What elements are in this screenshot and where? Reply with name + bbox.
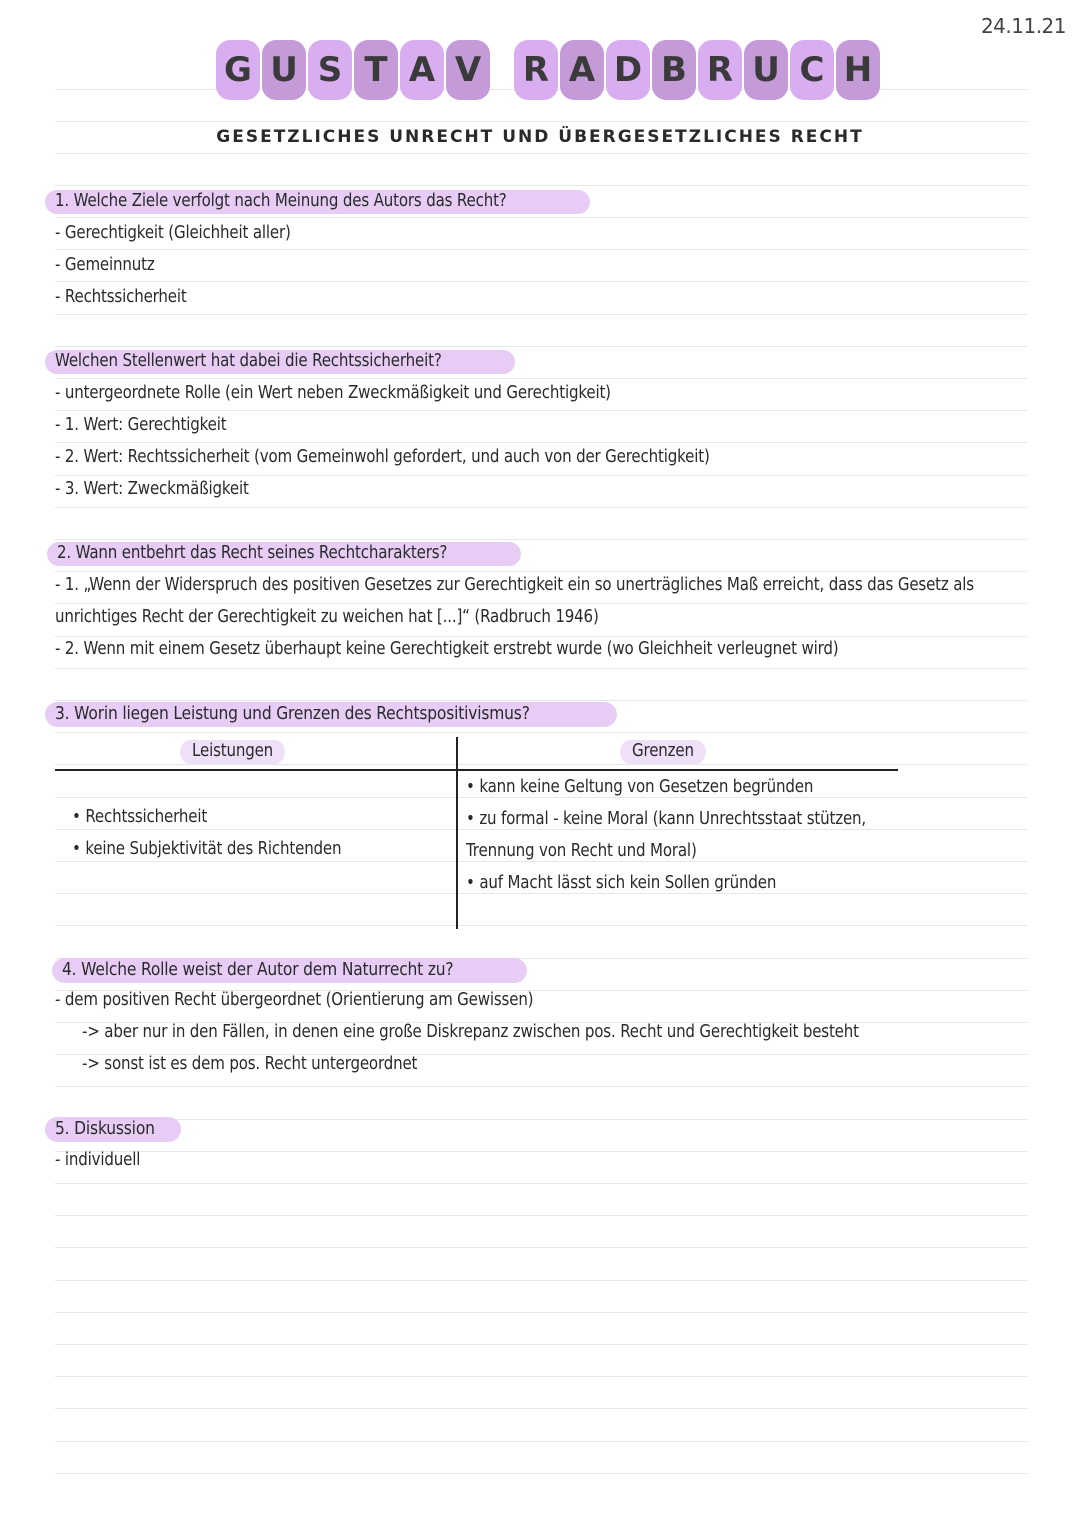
- ruled-line: [55, 1247, 1027, 1248]
- title-letter: H: [836, 40, 880, 100]
- ruled-line: [55, 925, 1027, 926]
- title-letter: D: [606, 40, 650, 100]
- title-letter: T: [354, 40, 398, 100]
- ruled-line: [55, 1312, 1027, 1313]
- answer-line: - 1. Wert: Gerechtigkeit: [55, 415, 227, 435]
- ruled-line: [55, 1441, 1027, 1442]
- ruled-line: [55, 636, 1027, 637]
- answer-line: - untergeordnete Rolle (ein Wert neben Zweckmäßigkeit und Gerechtigkeit): [55, 383, 611, 403]
- table-cell-left: • Rechtssicherheit: [72, 807, 208, 827]
- question-1: 1. Welche Ziele verfolgt nach Meinung des Autors das Recht?: [45, 190, 590, 214]
- title-letter: B: [652, 40, 696, 100]
- answer-line: - dem positiven Recht übergeordnet (Orientierung am Gewissen): [55, 990, 534, 1010]
- table-cell-right: • zu formal - keine Moral (kann Unrechtsstaat stützen,: [466, 809, 867, 829]
- ruled-line: [55, 410, 1027, 411]
- ruled-line: [55, 539, 1027, 540]
- title-letter: U: [744, 40, 788, 100]
- title-letter: R: [514, 40, 558, 100]
- ruled-line: [55, 1119, 1027, 1120]
- answer-line: -> aber nur in den Fällen, in denen eine große Diskrepanz zwischen pos. Recht und Gerechtigkeit besteht: [82, 1022, 859, 1042]
- ruled-line: [55, 1408, 1027, 1409]
- subtitle: GESETZLICHES UNRECHT UND ÜBERGESETZLICHES RECHT: [216, 127, 864, 147]
- ruled-line: [55, 893, 1027, 894]
- title-letter: V: [446, 40, 490, 100]
- answer-line: - Rechtssicherheit: [55, 287, 187, 307]
- table-header-grenzen: Grenzen: [620, 741, 706, 761]
- ruled-line: [55, 1376, 1027, 1377]
- ruled-line: [55, 121, 1027, 122]
- ruled-line: [55, 1151, 1027, 1152]
- table-divider-horizontal: [55, 769, 898, 771]
- answer-line: - 2. Wert: Rechtssicherheit (vom Gemeinwohl gefordert, und auch von der Gerechtigkeit): [55, 447, 710, 467]
- ruled-line: [55, 185, 1027, 186]
- title-letter: A: [560, 40, 604, 100]
- title-letter: G: [216, 40, 260, 100]
- page-title: [216, 40, 904, 100]
- title-letter: U: [262, 40, 306, 100]
- ruled-line: [55, 507, 1027, 508]
- answer-line: - 1. „Wenn der Widerspruch des positiven Gesetzes zur Gerechtigkeit ein so unerträgliches Maß erreicht, dass das Gesetz als: [55, 575, 974, 595]
- date: 24.11.21: [980, 14, 1066, 38]
- ruled-line: [55, 346, 1027, 347]
- ruled-line: [55, 829, 1027, 830]
- answer-line: - 3. Wert: Zweckmäßigkeit: [55, 479, 249, 499]
- ruled-line: [55, 571, 1027, 572]
- question-4: 4. Welche Rolle weist der Autor dem Naturrecht zu?: [52, 958, 527, 983]
- ruled-line: [55, 1280, 1027, 1281]
- answer-line: - 2. Wenn mit einem Gesetz überhaupt keine Gerechtigkeit erstrebt wurde (wo Gleichheit verleugnet wird): [55, 639, 839, 659]
- ruled-line: [55, 668, 1027, 669]
- answer-line: - Gemeinnutz: [55, 255, 155, 275]
- answer-line: - individuell: [55, 1150, 141, 1170]
- ruled-line: [55, 732, 1027, 733]
- answer-line: -> sonst ist es dem pos. Recht untergeordnet: [82, 1054, 418, 1074]
- ruled-line: [55, 861, 1027, 862]
- title-letter: S: [308, 40, 352, 100]
- question-1b: Welchen Stellenwert hat dabei die Rechtssicherheit?: [45, 350, 515, 374]
- ruled-line: [55, 249, 1027, 250]
- title-letter: C: [790, 40, 834, 100]
- ruled-line: [55, 603, 1027, 604]
- ruled-line: [55, 442, 1027, 443]
- title-letter: R: [698, 40, 742, 100]
- ruled-line: [55, 1215, 1027, 1216]
- ruled-line: [55, 700, 1027, 701]
- question-2: 2. Wann entbehrt das Recht seines Rechtcharakters?: [47, 542, 521, 566]
- ruled-line: [55, 1473, 1027, 1474]
- ruled-line: [55, 314, 1027, 315]
- ruled-line: [55, 378, 1027, 379]
- ruled-line: [55, 1086, 1027, 1087]
- ruled-line: [55, 764, 1027, 765]
- ruled-line: [55, 281, 1027, 282]
- ruled-line: [55, 217, 1027, 218]
- ruled-line: [55, 1344, 1027, 1345]
- table-cell-right: • auf Macht lässt sich kein Sollen gründen: [466, 873, 777, 893]
- table-header-leistungen: Leistungen: [180, 741, 285, 761]
- ruled-line: [55, 797, 1027, 798]
- ruled-line: [55, 1183, 1027, 1184]
- ruled-line: [55, 475, 1027, 476]
- table-cell-right: Trennung von Recht und Moral): [466, 841, 697, 861]
- table-cell-right: • kann keine Geltung von Gesetzen begründen: [466, 777, 814, 797]
- answer-line: - Gerechtigkeit (Gleichheit aller): [55, 223, 291, 243]
- answer-line: unrichtiges Recht der Gerechtigkeit zu weichen hat [...]“ (Radbruch 1946): [55, 607, 599, 627]
- title-word-last: [514, 40, 882, 100]
- ruled-line: [55, 153, 1027, 154]
- title-letter: A: [400, 40, 444, 100]
- table-cell-left: • keine Subjektivität des Richtenden: [72, 839, 342, 859]
- title-word-first: [216, 40, 492, 100]
- question-5: 5. Diskussion: [45, 1117, 181, 1142]
- question-3: 3. Worin liegen Leistung und Grenzen des Rechtspositivismus?: [45, 702, 617, 727]
- table-divider-vertical: [456, 737, 458, 929]
